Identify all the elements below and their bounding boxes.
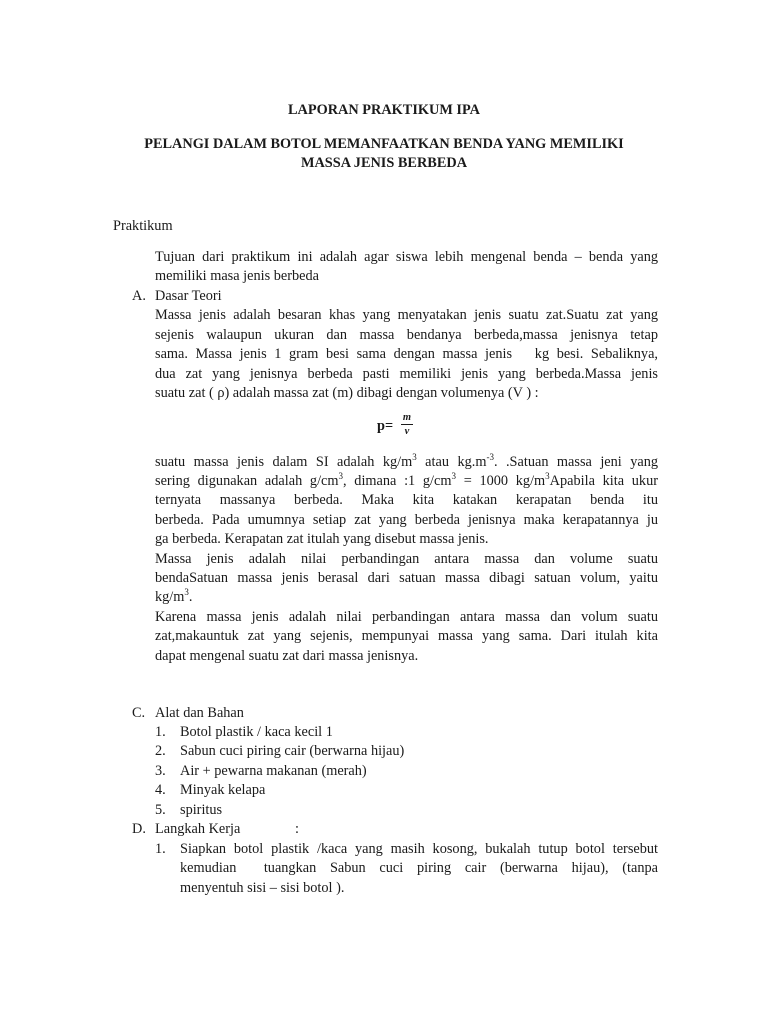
formula-denominator: v [404, 426, 410, 437]
superscript: 3 [338, 471, 344, 481]
superscript: 3 [184, 587, 189, 597]
list-item-number: 2. [155, 743, 166, 759]
step-line: Siapkan botol plastik /kaca yang masih kosong, bukalah tutup botol tersebut [180, 841, 658, 857]
superscript: 3 [412, 452, 417, 462]
definisi-line: Massa jenis adalah nilai perbandingan antara massa dan volume suatu [155, 551, 658, 567]
step-number: 1. [155, 841, 166, 857]
karena-line: dapat mengenal suatu zat dari massa jenisnya. [155, 648, 419, 664]
text-run: Apabila kita ukur [549, 473, 658, 489]
teori-line: dua zat yang jenisnya berbeda pasti memiliki jenis yang berbeda.Massa jenis [155, 366, 658, 382]
report-subtitle-line-1: PELANGI DALAM BOTOL MEMANFAATKAN BENDA YANG MEMILIKI [144, 136, 624, 152]
list-item: Botol plastik / kaca kecil 1 [180, 724, 333, 740]
text-run: kg/m [155, 589, 185, 605]
units-line [155, 472, 658, 492]
text-run: atau kg.m [416, 454, 487, 470]
text-run: sering digunakan adalah g/cm [155, 473, 339, 489]
section-a-title: Dasar Teori [155, 288, 222, 304]
text-run: . .Satuan massa jeni yang [493, 454, 659, 470]
teori-line: sejenis walaupun ukuran dan massa bendanya berbeda,massa jenisnya tetap [155, 327, 658, 343]
karena-line: zat,makauntuk zat yang sejenis, mempunyai massa yang sama. Dari itulah kita [155, 628, 658, 644]
superscript: 3 [451, 471, 456, 481]
superscript: 3 [545, 471, 550, 481]
section-d-title: Langkah Kerja [155, 821, 241, 837]
text-run: suatu massa jenis dalam SI adalah kg/m [155, 454, 413, 470]
units-line: ga berbeda. Kerapatan zat itulah yang disebut massa jenis. [155, 531, 489, 547]
definisi-line [155, 588, 658, 608]
praktikum-heading: Praktikum [113, 218, 173, 234]
section-c-title: Alat dan Bahan [155, 705, 244, 721]
section-a-marker: A. [132, 288, 146, 304]
units-line [155, 453, 658, 473]
list-item-number: 3. [155, 763, 166, 779]
karena-line: Karena massa jenis adalah nilai perbandingan antara massa dan volum suatu [155, 609, 658, 625]
section-d-colon: : [295, 821, 299, 837]
formula-fraction-bar [401, 424, 413, 425]
text-run: . [188, 589, 193, 605]
formula-numerator: m [402, 412, 412, 423]
text-run: , dimana :1 g/cm [343, 473, 452, 489]
report-title: LAPORAN PRAKTIKUM IPA [288, 102, 480, 118]
units-line: ternyata massanya berbeda. Maka kita katakan kerapatan benda itu [155, 492, 658, 508]
tujuan-line: memiliki masa jenis berbeda [155, 268, 319, 284]
list-item-number: 4. [155, 782, 166, 798]
report-subtitle-line-2: MASSA JENIS BERBEDA [300, 155, 468, 171]
list-item: spiritus [180, 802, 223, 818]
step-line: kemudian tuangkan Sabun cuci piring cair (berwarna hijau), (tanpa [180, 860, 658, 876]
list-item: Minyak kelapa [180, 782, 266, 798]
section-d-marker: D. [132, 821, 146, 837]
tujuan-line: Tujuan dari praktikum ini adalah agar siswa lebih mengenal benda – benda yang [155, 249, 658, 265]
list-item-number: 1. [155, 724, 166, 740]
step-line: menyentuh sisi – sisi botol ). [180, 880, 345, 896]
teori-line: suatu zat ( ρ) adalah massa zat (m) dibagi dengan volumenya (V ) : [155, 385, 539, 401]
list-item: Sabun cuci piring cair (berwarna hijau) [180, 743, 405, 759]
definisi-line: bendaSatuan massa jenis berasal dari satuan massa dibagi satuan volum, yaitu [155, 570, 658, 586]
list-item-number: 5. [155, 802, 166, 818]
section-c-marker: C. [132, 705, 146, 721]
text-run: = 1000 kg/m [456, 473, 546, 489]
list-item: Air + pewarna makanan (merah) [180, 763, 367, 779]
teori-line: sama. Massa jenis 1 gram besi sama dengan massa jenis kg besi. Sebaliknya, [155, 346, 658, 362]
units-line: berbeda. Pada umumnya setiap zat yang berbeda jenisnya maka kerapatannya ju [155, 512, 658, 528]
formula-lhs: p= [377, 418, 394, 434]
formula-fraction [401, 412, 413, 437]
teori-line: Massa jenis adalah besaran khas yang menyatakan jenis suatu zat.Suatu zat yang [155, 307, 658, 323]
superscript: -3 [486, 452, 494, 462]
